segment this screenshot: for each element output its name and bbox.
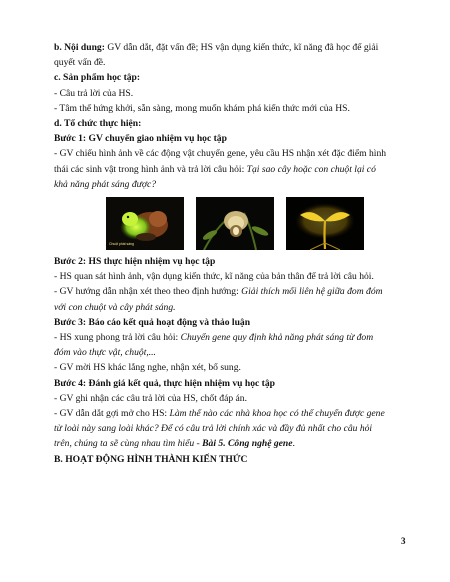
content-line-cont: quyết vấn đề.	[54, 57, 106, 69]
glowing-plant-graphic	[196, 197, 274, 250]
product-item: - Tâm thế hứng khởi, sẵn sàng, mong muốn khám phá kiến thức mới của HS.	[54, 102, 350, 114]
step4-heading: Bước 4: Đánh giá kết quả, thực hiện nhiệm vụ học tập	[54, 377, 275, 389]
glowing-seedling-graphic	[286, 197, 364, 250]
step4-text: - GV dẫn dắt gợi mở cho HS: Làm thế nào các nhà khoa học có thể chuyển được gene	[54, 408, 385, 420]
image-caption: Chuột phát sáng	[109, 242, 134, 247]
heading-products: c. Sản phẩm học tập:	[54, 72, 141, 84]
step1-text: - GV chiếu hình ảnh về các động vật chuyển gene, yêu cầu HS nhận xét đặc điểm hình	[54, 148, 387, 160]
content-line: b. Nội dung: GV dẫn dắt, đặt vấn đề; HS vận dụng kiến thức, kĩ năng đã học để giải	[54, 42, 379, 53]
glowing-seedling-image	[286, 197, 364, 250]
glowing-plant-image	[196, 197, 274, 250]
section-heading-b: B. HOẠT ĐỘNG HÌNH THÀNH KIẾN THỨC	[54, 453, 248, 465]
step3-text: - GV mời HS khác lắng nghe, nhận xét, bổ sung.	[54, 362, 241, 374]
step2-text: với con chuột và cây phát sáng.	[54, 301, 176, 313]
content-label: b. Nội dung:	[54, 42, 105, 53]
step3-text: - HS xung phong trả lời câu hỏi: Chuyển gene quy định khả năng phát sáng từ đom	[54, 332, 374, 344]
step1-heading: Bước 1: GV chuyển giao nhiệm vụ học tập	[54, 133, 227, 145]
step4-text: trên, chúng ta sẽ cùng nhau tìm hiểu - Bài 5. Công nghệ gene.	[54, 438, 295, 450]
glowing-mice-image	[106, 197, 184, 250]
document-page	[54, 40, 416, 467]
step1-text: thái các sinh vật trong hình ảnh và trả lời câu hỏi: Tại sao cây hoặc con chuột lại có	[54, 163, 376, 175]
step4-text: từ loài này sang loài khác? Để có câu trả lời chính xác và đầy đủ nhất cho câu hỏi	[54, 423, 373, 435]
heading-organization: d. Tổ chức thực hiện:	[54, 118, 142, 130]
step4-text: - GV ghi nhận các câu trả lời của HS, chốt đáp án.	[54, 392, 247, 404]
transgenic-images	[54, 197, 416, 250]
product-item: - Câu trả lời của HS.	[54, 87, 134, 99]
step3-text: đóm vào thực vật, chuột,...	[54, 347, 156, 359]
step2-text: - HS quan sát hình ảnh, vận dụng kiến thức, kĩ năng của bản thân để trả lời câu hỏi.	[54, 271, 374, 283]
page-number: 3	[401, 536, 406, 546]
step3-heading: Bước 3: Báo cáo kết quả hoạt động và thảo luận	[54, 316, 251, 328]
step1-text: khả năng phát sáng được?	[54, 178, 157, 190]
step2-text: - GV hướng dẫn nhận xét theo theo định hướng: Giải thích mối liên hệ giữa đom đóm	[54, 286, 383, 298]
step2-heading: Bước 2: HS thực hiện nhiệm vụ học tập	[54, 256, 216, 268]
